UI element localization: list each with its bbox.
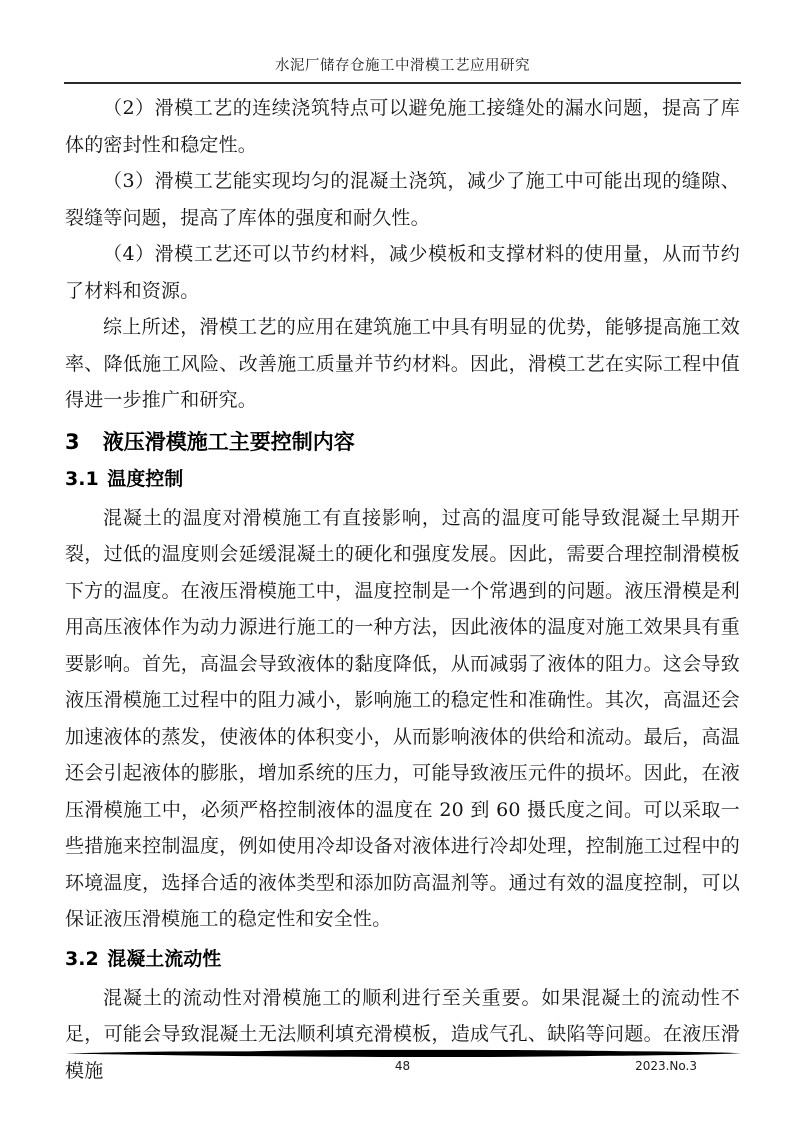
heading-number: 3.1	[65, 467, 99, 490]
heading-text: 液压滑模施工主要控制内容	[102, 429, 355, 454]
header-rule	[64, 82, 741, 84]
subsection-heading	[65, 946, 740, 972]
running-header-title: 水泥厂储存仓施工中滑模工艺应用研究	[275, 58, 530, 74]
body-paragraph: 综上所述，滑模工艺的应用在建筑施工中具有明显的优势，能够提高施工效率、降低施工风险、改善施工质量并节约材料。因此，滑模工艺在实际工程中值得进一步推广和研究。	[65, 316, 740, 411]
body-paragraph: 混凝土的流动性对滑模施工的顺利进行至关重要。如果混凝土的流动性不足，可能会导致混凝土无法顺利填充滑模板，造成气孔、缺陷等问题。在液压滑模施	[65, 986, 740, 1082]
footer-page-number: 48	[394, 1059, 411, 1073]
section-heading	[65, 428, 740, 456]
heading-text: 混凝土流动性	[107, 947, 222, 970]
footer-rule	[64, 1049, 741, 1058]
body-paragraph: （3）滑模工艺能实现均匀的混凝土浇筑，减少了施工中可能出现的缝隙、裂缝等问题，提高了库体的强度和耐久性。	[65, 170, 740, 229]
subsection-heading	[65, 466, 740, 492]
page-body	[65, 90, 740, 1089]
body-paragraph: （2）滑模工艺的连续浇筑特点可以避免施工接缝处的漏水问题，提高了库体的密封性和稳定性。	[65, 97, 740, 156]
footer-issue-label: 2023.No.3	[635, 1059, 697, 1073]
heading-text: 温度控制	[107, 467, 184, 490]
heading-number: 3	[65, 429, 80, 454]
body-paragraph: 混凝土的温度对滑模施工有直接影响，过高的温度可能导致混凝土早期开裂，过低的温度则会延缓混凝土的硬化和强度发展。因此，需要合理控制滑模板下方的温度。在液压滑模施工中，温度控制是一个常遇到的问题。液压滑模是利用高压液体作为动力源进行施工的一种方法，因此液体的温度对施工效果具有重要影响。首先，高温会导致液体的黏度降低，从而减弱了液体的阻力。这会导致液压滑模施工过程中的阻力减小，影响施工的稳定性和准确性。其次，高温还会加速液体的蒸发，使液体的体积变小，从而影响液体的供给和流动。最后，高温还会引起液体的膨胀，增加系统的压力，可能导致液压元件的损坏。因此，在液压滑模施工中，必须严格控制液体的温度在 20 到 60 摄氏度之间。可以采取一些措施来控制温度，例如使用冷却设备对液体进行冷却处理，控制施工过程中的环境温度，选择合适的液体类型和添加防高温剂等。通过有效的温度控制，可以保证液压滑模施工的稳定性和安全性。	[65, 506, 740, 930]
heading-number: 3.2	[65, 947, 99, 970]
body-paragraph: （4）滑模工艺还可以节约材料，减少模板和支撑材料的使用量，从而节约了材料和资源。	[65, 243, 740, 302]
